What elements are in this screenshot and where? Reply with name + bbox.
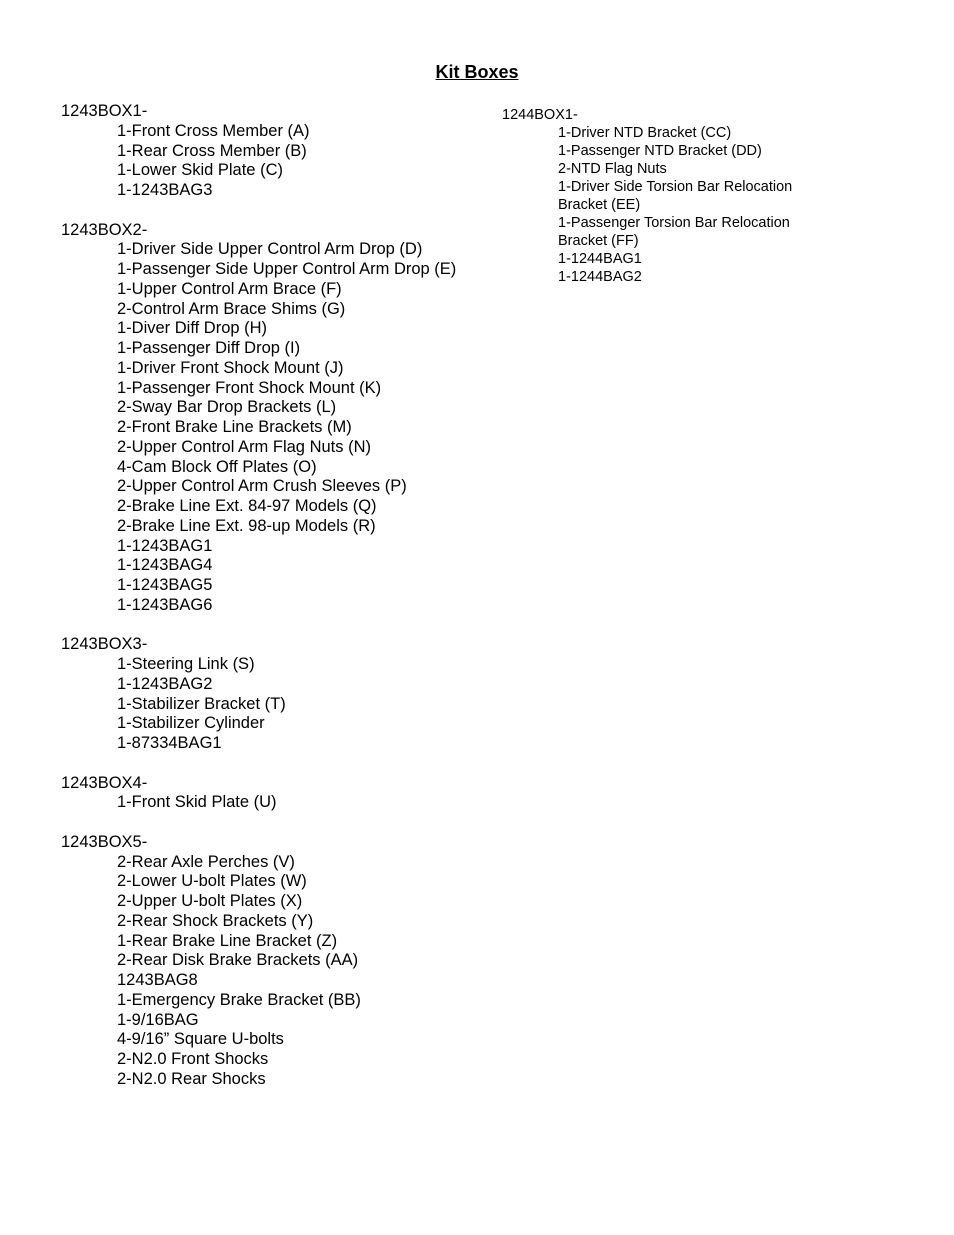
kit-box-item: 1-Passenger Diff Drop (I): [117, 339, 301, 357]
kit-box-id: 1243BOX4-: [61, 773, 148, 792]
kit-box-item: 1-87334BAG1: [117, 734, 222, 752]
kit-box-item: 2-Rear Axle Perches (V): [117, 852, 295, 871]
kit-box-section: [61, 833, 501, 1090]
kit-box-item: 1-Front Skid Plate (U): [117, 793, 277, 812]
kit-box-item: 2-Control Arm Brace Shims (G): [117, 299, 346, 318]
kit-box-item: 1-Lower Skid Plate (C): [117, 161, 283, 180]
kit-box-item: 1-Driver NTD Bracket (CC): [558, 125, 732, 141]
kit-box-item: 1-Driver Side Torsion Bar Relocation Bracket (EE): [558, 179, 793, 213]
kit-box-item: 4-Cam Block Off Plates (O): [117, 457, 317, 476]
kit-box-id: 1243BOX5-: [61, 832, 148, 851]
kit-box-item: 4-9/16” Square U-bolts: [117, 1030, 284, 1049]
kit-box-section: [502, 106, 832, 286]
kit-box-item: 2-NTD Flag Nuts: [558, 161, 667, 177]
kit-box-item: 1-Stabilizer Cylinder: [117, 714, 265, 733]
kit-box-item: 1-Passenger Side Upper Control Arm Drop (E): [117, 260, 457, 278]
right-column: [502, 106, 832, 286]
kit-box-item: 1-Driver Side Upper Control Arm Drop (D): [117, 240, 423, 259]
kit-box-item: 2-Front Brake Line Brackets (M): [117, 418, 352, 436]
kit-box-item: 1-Rear Cross Member (B): [117, 141, 307, 160]
kit-box-item: 2-Rear Shock Brackets (Y): [117, 911, 314, 930]
kit-box-item: 1-9/16BAG: [117, 1010, 199, 1029]
kit-box-item: 1-1243BAG6: [117, 595, 213, 614]
kit-box-item: 1-1243BAG5: [117, 576, 213, 594]
kit-box-item: 1-Steering Link (S): [117, 655, 255, 673]
kit-box-item: 1-1243BAG2: [117, 674, 213, 693]
kit-box-item: 1-Stabilizer Bracket (T): [117, 694, 286, 713]
kit-box-item: 1-1243BAG1: [117, 536, 213, 555]
kit-box-item: 2-Upper Control Arm Crush Sleeves (P): [117, 477, 407, 496]
kit-box-id: 1244BOX1-: [502, 107, 578, 123]
kit-box-id: 1243BOX1-: [61, 102, 148, 120]
kit-box-item: 1-Front Cross Member (A): [117, 121, 310, 140]
kit-box-item: 1-1243BAG4: [117, 556, 213, 575]
kit-box-item: 2-N2.0 Rear Shocks: [117, 1069, 266, 1088]
kit-box-item-list: [502, 124, 832, 286]
left-column: [61, 102, 501, 1109]
kit-box-item: 2-Upper Control Arm Flag Nuts (N): [117, 437, 371, 456]
kit-box-section: [61, 221, 501, 616]
kit-box-item-list: [61, 793, 501, 813]
page-title: Kit Boxes: [435, 62, 519, 82]
kit-box-item-list: [61, 240, 501, 615]
kit-box-item: 2-Brake Line Ext. 98-up Models (R): [117, 516, 376, 535]
kit-box-item-list: [61, 122, 501, 201]
kit-box-id: 1243BOX2-: [61, 220, 148, 239]
kit-box-section: [61, 102, 501, 201]
kit-box-item: 1-1243BAG3: [117, 181, 213, 199]
kit-box-section: [61, 635, 501, 754]
kit-box-item: 2-Rear Disk Brake Brackets (AA): [117, 951, 359, 970]
kit-box-item: 1-Passenger Front Shock Mount (K): [117, 378, 382, 397]
kit-box-id: 1243BOX3-: [61, 635, 148, 654]
kit-box-item: 1-Passenger NTD Bracket (DD): [558, 143, 762, 159]
kit-box-item-list: [61, 655, 501, 754]
kit-box-item: 1-1244BAG2: [558, 269, 642, 285]
kit-box-item: 1-1244BAG1: [558, 251, 642, 267]
kit-box-item: 2-N2.0 Front Shocks: [117, 1050, 269, 1068]
kit-box-item-list: [61, 853, 501, 1090]
kit-box-item: 2-Sway Bar Drop Brackets (L): [117, 398, 337, 417]
kit-box-item: 1-Rear Brake Line Bracket (Z): [117, 931, 338, 950]
kit-box-item: 2-Lower U-bolt Plates (W): [117, 872, 307, 891]
kit-box-item: 1-Passenger Torsion Bar Relocation Bracket (FF): [558, 215, 790, 249]
kit-box-section: [61, 774, 501, 814]
kit-box-item: 2-Upper U-bolt Plates (X): [117, 892, 303, 910]
kit-box-item: 2-Brake Line Ext. 84-97 Models (Q): [117, 497, 377, 515]
kit-box-item: 1-Emergency Brake Bracket (BB): [117, 990, 361, 1009]
kit-box-item: 1-Diver Diff Drop (H): [117, 319, 268, 338]
kit-box-item: 1243BAG8: [117, 971, 198, 989]
kit-box-item: 1-Upper Control Arm Brace (F): [117, 279, 342, 298]
kit-box-item: 1-Driver Front Shock Mount (J): [117, 358, 344, 377]
